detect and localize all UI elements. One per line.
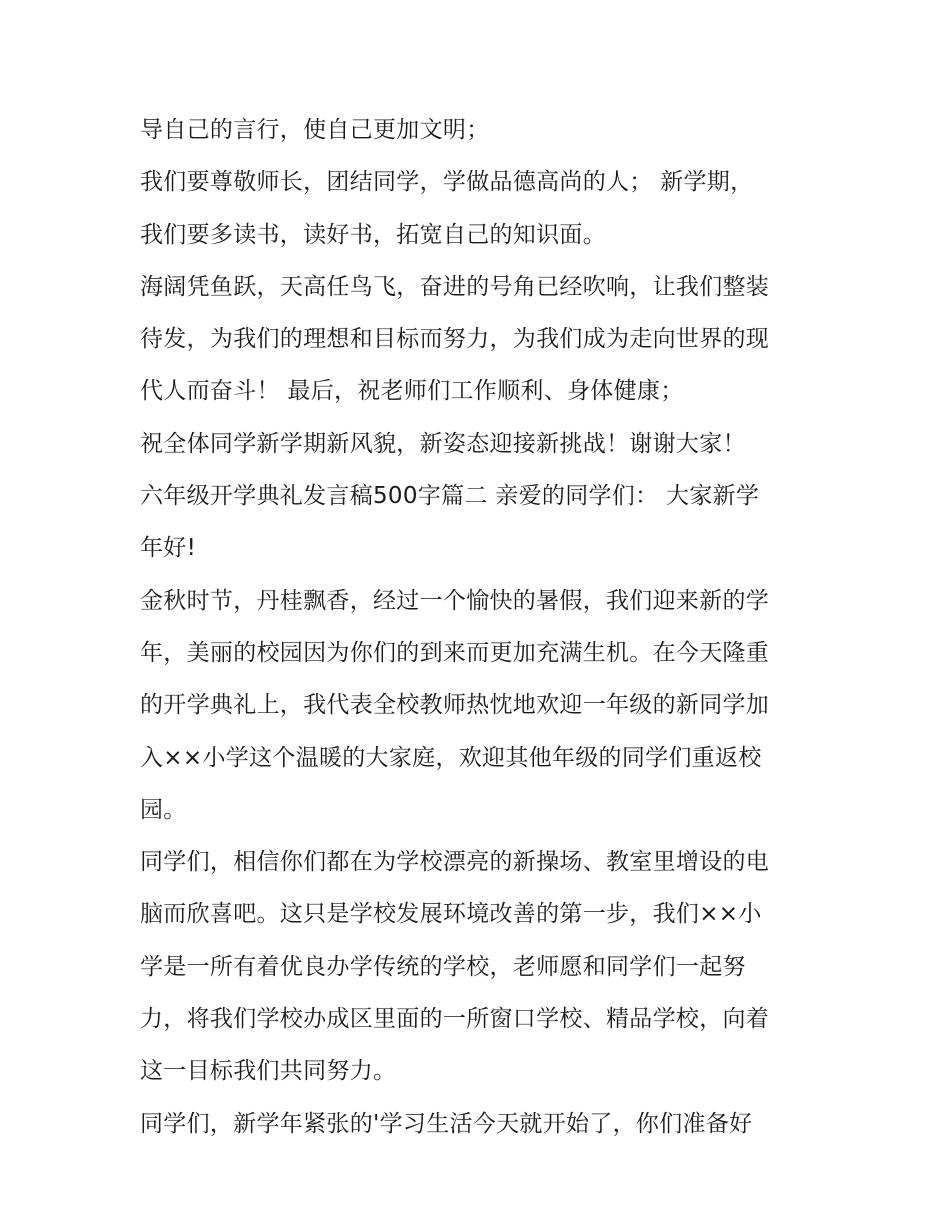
body-text [140, 108, 820, 1154]
text-line: 金秋时节，丹桂飘香，经过一个愉快的暑假，我们迎来新的学 [140, 587, 770, 614]
text-line: 海阔凭鱼跃，天高任鸟飞，奋进的号角已经吹响，让我们整装 [140, 273, 770, 300]
text-line: 我们要尊敬师长，团结同学，学做品德高尚的人； 新学期， [140, 169, 754, 196]
text-line: 园。 [140, 796, 187, 823]
text-line: 脑而欣喜吧。这只是学校发展环境改善的第一步，我们××小 [140, 901, 762, 928]
text-line: 的开学典礼上，我代表全校教师热忱地欢迎一年级的新同学加 [140, 692, 770, 719]
text-line: 同学们，新学年紧张的'学习生活今天就开始了，你们准备好 [140, 1110, 753, 1137]
text-line: 我们要多读书，读好书，拓宽自己的知识面。 [140, 221, 606, 248]
text-line: 年，美丽的校园因为你们的到来而更加充满生机。在今天隆重 [140, 639, 770, 666]
text-line: 代人而奋斗！ 最后，祝老师们工作顺利、身体健康； [140, 378, 684, 405]
section-heading-line: 六年级开学典礼发言稿500字篇二 亲爱的同学们： 大家新学 [140, 483, 760, 510]
text-line: 年好! [140, 535, 197, 562]
text-line: 入××小学这个温暖的大家庭，欢迎其他年级的同学们重返校 [140, 744, 762, 771]
text-line: 导自己的言行，使自己更加文明； [140, 117, 490, 143]
text-line: 学是一所有着优良办学传统的学校，老师愿和同学们一起努 [140, 953, 746, 980]
text-line: 祝全体同学新学期新风貌，新姿态迎接新挑战！谢谢大家！ [140, 430, 746, 457]
text-line: 力，将我们学校办成区里面的一所窗口学校、精品学校，向着 [140, 1006, 770, 1033]
text-line: 待发，为我们的理想和目标而努力，为我们成为走向世界的现 [140, 326, 770, 353]
text-line: 这一目标我们共同努力。 [140, 1058, 397, 1085]
text-line: 同学们，相信你们都在为学校漂亮的新操场、教室里增设的电 [140, 849, 770, 876]
